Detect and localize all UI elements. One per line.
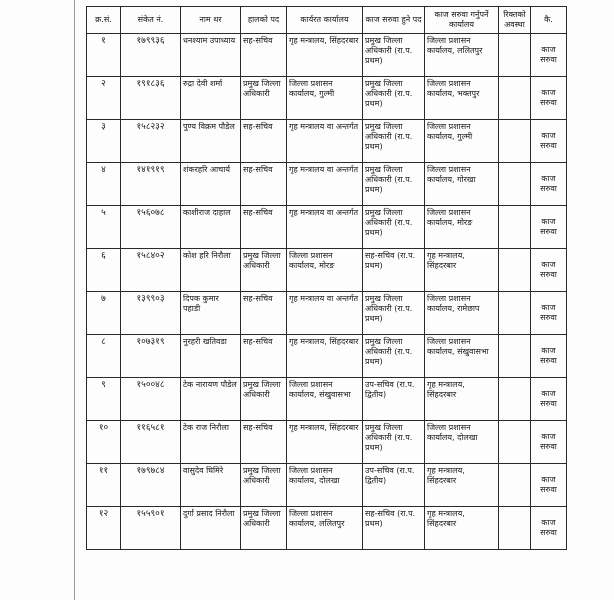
cell-current-office: जिल्ला प्रशासन कार्यालय, दोलखा (287, 464, 363, 507)
cell-remarks: काज सरुवा (531, 378, 567, 421)
cell-serial: ५ (87, 206, 121, 249)
cell-remarks: काज सरुवा (531, 34, 567, 77)
cell-serial: २ (87, 77, 121, 120)
cell-vacancy (499, 77, 531, 120)
cell-code: १९१८३६ (121, 77, 181, 120)
cell-remarks: काज सरुवा (531, 120, 567, 163)
cell-vacancy (499, 249, 531, 292)
cell-remarks: काज सरुवा (531, 206, 567, 249)
cell-new-office: गृह मन्त्रालय, सिंहदरबार (425, 378, 499, 421)
cell-new-office: जिल्ला प्रशासन कार्यालय, गुल्मी (425, 120, 499, 163)
cell-current-post: प्रमुख जिल्ला अधिकारी (241, 249, 287, 292)
cell-code: १५८२३२ (121, 120, 181, 163)
table-row (87, 120, 567, 163)
cell-new-post: उप-सचिव (रा.प. द्वितीय) (363, 464, 425, 507)
cell-code: ११६५८१ (121, 421, 181, 464)
cell-new-office: जिल्ला प्रशासन कार्यालय, संखुवासभा (425, 335, 499, 378)
cell-remarks: काज सरुवा (531, 163, 567, 206)
cell-code: १७९९३६ (121, 34, 181, 77)
cell-name: काशीराज दाहाल (181, 206, 241, 249)
table-row (87, 292, 567, 335)
cell-remarks: काज सरुवा (531, 292, 567, 335)
cell-current-post: प्रमुख जिल्ला अधिकारी (241, 507, 287, 550)
header-new-post: काज सरुवा हुने पद (363, 7, 425, 34)
table-header-row (87, 7, 567, 34)
cell-remarks: काज सरुवा (531, 507, 567, 550)
cell-remarks: काज सरुवा (531, 421, 567, 464)
cell-new-post: प्रमुख जिल्ला अधिकारी (रा.प. प्रथम) (363, 206, 425, 249)
cell-current-office: गृह मन्त्रालय वा अन्तर्गत (287, 163, 363, 206)
cell-new-office: जिल्ला प्रशासन कार्यालय, भक्तपुर (425, 77, 499, 120)
cell-serial: ७ (87, 292, 121, 335)
cell-name: दिपक कुमार पहाडी (181, 292, 241, 335)
cell-current-post: सह-सचिव (241, 206, 287, 249)
cell-name: वासुदेव घिमिरे (181, 464, 241, 507)
header-new-office: काज सरुवा गर्नुपर्ने कार्यालय (425, 7, 499, 34)
cell-current-post: प्रमुख जिल्ला अधिकारी (241, 464, 287, 507)
cell-new-post: प्रमुख जिल्ला अधिकारी (रा.प. प्रथम) (363, 335, 425, 378)
cell-vacancy (499, 464, 531, 507)
table-body (87, 34, 567, 550)
cell-current-office: जिल्ला प्रशासन कार्यालय, संखुवासभा (287, 378, 363, 421)
cell-serial: ९ (87, 378, 121, 421)
cell-serial: १ (87, 34, 121, 77)
cell-vacancy (499, 120, 531, 163)
cell-code: १५५९०१ (121, 507, 181, 550)
cell-new-office: जिल्ला प्रशासन कार्यालय, गोरखा (425, 163, 499, 206)
cell-vacancy (499, 206, 531, 249)
cell-current-office: जिल्ला प्रशासन कार्यालय, मोरङ (287, 249, 363, 292)
cell-new-office: जिल्ला प्रशासन कार्यालय, ललितपुर (425, 34, 499, 77)
cell-name: पुण्य विक्रम पौडेल (181, 120, 241, 163)
cell-code: १५६०७८ (121, 206, 181, 249)
cell-current-office: गृह मन्त्रालय, सिंहदरबार (287, 335, 363, 378)
cell-new-office: गृह मन्त्रालय, सिंहदरबार (425, 507, 499, 550)
cell-vacancy (499, 34, 531, 77)
cell-name: रुद्रा देवी शर्मा (181, 77, 241, 120)
cell-current-post: सह-सचिव (241, 120, 287, 163)
header-name: नाम थर (181, 7, 241, 34)
cell-new-post: सह-सचिव (रा.प. प्रथम) (363, 507, 425, 550)
cell-current-office: गृह मन्त्रालय वा अन्तर्गत (287, 206, 363, 249)
header-vacancy: रिक्तको अवस्था (499, 7, 531, 34)
cell-remarks: काज सरुवा (531, 77, 567, 120)
cell-new-office: गृह मन्त्रालय, सिंहदरबार (425, 249, 499, 292)
cell-name: टेक नारायण पौडेल (181, 378, 241, 421)
cell-name: कोश हरि निरौला (181, 249, 241, 292)
cell-new-office: जिल्ला प्रशासन कार्यालय, दोलखा (425, 421, 499, 464)
cell-vacancy (499, 421, 531, 464)
cell-code: १०७३१९ (121, 335, 181, 378)
cell-code: १५००४८ (121, 378, 181, 421)
cell-serial: ४ (87, 163, 121, 206)
header-serial: क्र.सं. (87, 7, 121, 34)
cell-serial: १२ (87, 507, 121, 550)
cell-new-post: प्रमुख जिल्ला अधिकारी (रा.प. प्रथम) (363, 77, 425, 120)
cell-current-post: सह-सचिव (241, 421, 287, 464)
cell-vacancy (499, 378, 531, 421)
cell-new-office: गृह मन्त्रालय, सिंहदरबार (425, 464, 499, 507)
cell-current-post: सह-सचिव (241, 335, 287, 378)
cell-code: १७९७८४ (121, 464, 181, 507)
cell-new-post: प्रमुख जिल्ला अधिकारी (रा.प. प्रथम) (363, 120, 425, 163)
cell-current-office: गृह मन्त्रालय वा अन्तर्गत (287, 292, 363, 335)
table-row (87, 163, 567, 206)
cell-current-post: प्रमुख जिल्ला अधिकारी (241, 378, 287, 421)
table-row (87, 335, 567, 378)
cell-code: १३९९०३ (121, 292, 181, 335)
header-current-post: हालको पद (241, 7, 287, 34)
header-code: संकेत नं. (121, 7, 181, 34)
cell-new-post: प्रमुख जिल्ला अधिकारी (रा.प. प्रथम) (363, 34, 425, 77)
cell-serial: १० (87, 421, 121, 464)
cell-serial: ६ (87, 249, 121, 292)
table-row (87, 464, 567, 507)
cell-new-post: प्रमुख जिल्ला अधिकारी (रा.प. प्रथम) (363, 163, 425, 206)
cell-serial: ११ (87, 464, 121, 507)
cell-current-post: सह-सचिव (241, 163, 287, 206)
cell-name: टेक राज निरौला (181, 421, 241, 464)
cell-new-office: जिल्ला प्रशासन कार्यालय, रामेछाप (425, 292, 499, 335)
transfer-table (86, 6, 567, 550)
cell-vacancy (499, 292, 531, 335)
table-row (87, 421, 567, 464)
cell-new-post: प्रमुख जिल्ला अधिकारी (रा.प. प्रथम) (363, 421, 425, 464)
cell-code: १५८४०२ (121, 249, 181, 292)
header-current-office: कार्यरत कार्यालय (287, 7, 363, 34)
cell-name: नुरहरी खतिवडा (181, 335, 241, 378)
table-row (87, 507, 567, 550)
cell-current-office: गृह मन्त्रालय, सिंहदरबार (287, 421, 363, 464)
cell-current-post: सह-सचिव (241, 292, 287, 335)
cell-new-office: जिल्ला प्रशासन कार्यालय, मोरङ (425, 206, 499, 249)
cell-vacancy (499, 507, 531, 550)
cell-code: १४१९१९ (121, 163, 181, 206)
cell-remarks: काज सरुवा (531, 249, 567, 292)
table-row (87, 378, 567, 421)
header-remarks: कै. (531, 7, 567, 34)
scan-edge-line (74, 0, 75, 600)
cell-new-post: प्रमुख जिल्ला अधिकारी (रा.प. प्रथम) (363, 292, 425, 335)
cell-vacancy (499, 335, 531, 378)
cell-serial: ३ (87, 120, 121, 163)
cell-serial: ८ (87, 335, 121, 378)
cell-new-post: सह-सचिव (रा.प. प्रथम) (363, 249, 425, 292)
table-row (87, 249, 567, 292)
cell-current-post: सह-सचिव (241, 34, 287, 77)
cell-remarks: काज सरुवा (531, 464, 567, 507)
cell-current-post: प्रमुख जिल्ला अधिकारी (241, 77, 287, 120)
table-row (87, 34, 567, 77)
cell-new-post: उप-सचिव (रा.प. द्वितीय) (363, 378, 425, 421)
table-row (87, 77, 567, 120)
cell-name: धनश्याम उपाध्याय (181, 34, 241, 77)
cell-name: शंकरहरि आचार्य (181, 163, 241, 206)
cell-vacancy (499, 163, 531, 206)
cell-current-office: जिल्ला प्रशासन कार्यालय, गुल्मी (287, 77, 363, 120)
cell-remarks: काज सरुवा (531, 335, 567, 378)
cell-current-office: गृह मन्त्रालय, सिंहदरबार (287, 34, 363, 77)
cell-current-office: जिल्ला प्रशासन कार्यालय, ललितपुर (287, 507, 363, 550)
table-row (87, 206, 567, 249)
cell-current-office: गृह मन्त्रालय वा अन्तर्गत (287, 120, 363, 163)
cell-name: दुर्गा प्रसाद निरौला (181, 507, 241, 550)
